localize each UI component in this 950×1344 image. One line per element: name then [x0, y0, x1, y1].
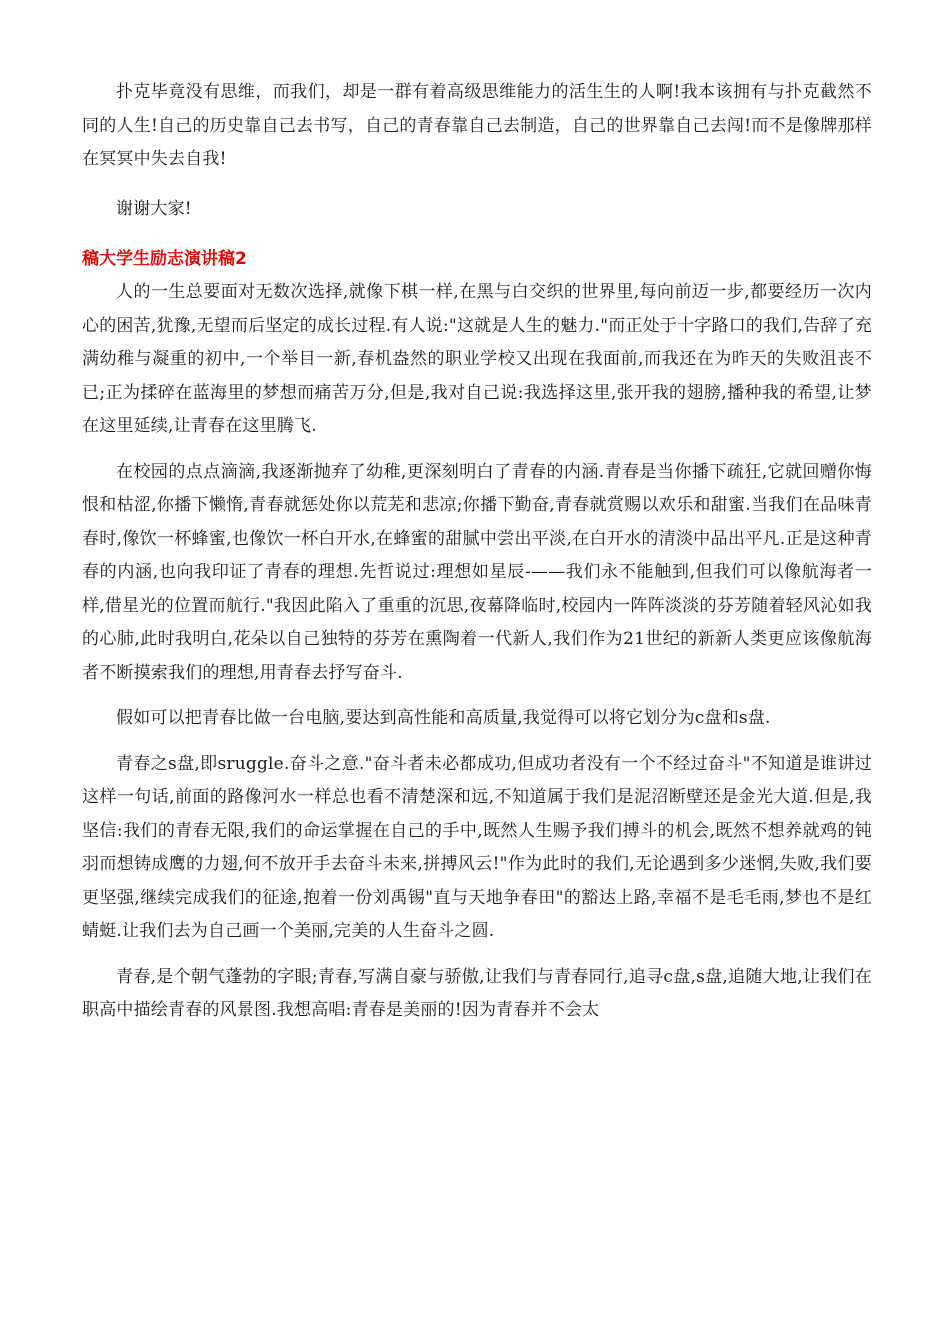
paragraph: 人的一生总要面对无数次选择,就像下棋一样,在黑与白交织的世界里,每向前迈一步,都要经历一次内心的困苦,犹豫,无望而后坚定的成长过程.有人说:"这就是人生的魅力."而正处于十字路口的我们,告辞了充满幼稚与凝重的初中,一个举目一新,春机盎然的职业学校又出现在我面前,而我还在为昨天的失败沮丧不已;正为揉碎在蓝海里的梦想而痛苦万分,但是,我对自己说:我选择这里,张开我的翅膀,播种我的希望,让梦在这里延续,让青春在这里腾飞.	[82, 282, 872, 436]
section-heading: 稿大学生励志演讲稿2	[82, 249, 247, 269]
paragraph: 在校园的点点滴滴,我逐渐抛弃了幼稚,更深刻明白了青春的内涵.青春是当你播下疏狂,它就回赠你悔恨和枯涩,你播下懒惰,青春就惩处你以荒芜和悲凉;你播下勤奋,青春就赏赐以欢乐和甜蜜.当我们在品味青春时,像饮一杯蜂蜜,也像饮一杯白开水,在蜂蜜的甜腻中尝出平淡,在白开水的清淡中品出平凡.正是这种青春的内涵,也向我印证了青春的理想.先哲说过:理想如星辰-——我们永不能触到,但我们可以像航海者一样,借星光的位置而航行."我因此陷入了重重的沉思,夜幕降临时,校园内一阵阵淡淡的芬芳随着轻风沁如我的心肺,此时我明白,花朵以自己独特的芬芳在熏陶着一代新人,我们作为21世纪的新新人类更应该像航海者不断摸索我们的理想,用青春去抒写奋斗.	[82, 461, 872, 683]
paragraph-thanks: 谢谢大家!	[116, 198, 192, 219]
paragraph: 青春,是个朝气蓬勃的字眼;青春,写满自豪与骄傲,让我们与青春同行,追寻c盘,s盘,追随大地,让我们在职高中描绘青春的风景图.我想高唱:青春是美丽的!因为青春并不会太	[82, 966, 872, 1020]
paragraph: 青春之s盘,即sruggle.奋斗之意."奋斗者未必都成功,但成功者没有一个不经过奋斗"不知道是谁讲过这样一句话,前面的路像河水一样总也看不清楚深和远,不知道属于我们是泥沼断壁还是金光大道.但是,我坚信:我们的青春无限,我们的命运掌握在自己的手中,既然人生赐予我们搏斗的机会,既然不想养就鸡的钝羽而想铸成鹰的力翅,何不放开手去奋斗未来,拼搏风云!"作为此时的我们,无论遇到多少迷惘,失败,我们要更坚强,继续完成我们的征途,抱着一份刘禹锡"直与天地争春田"的豁达上路,幸福不是毛毛雨,梦也不是红蜻蜓.让我们去为自己画一个美丽,完美的人生奋斗之圆.	[82, 753, 872, 941]
document-page	[82, 76, 872, 1028]
paragraph: 扑克毕竟没有思维，而我们，却是一群有着高级思维能力的活生生的人啊!我本该拥有与扑克截然不同的人生!自己的历史靠自己去书写，自己的青春靠自己去制造，自己的世界靠自己去闯!而不是像牌那样在冥冥中失去自我!	[82, 82, 872, 169]
paragraph: 假如可以把青春比做一台电脑,要达到高性能和高质量,我觉得可以将它划分为c盘和s盘.	[116, 708, 771, 728]
